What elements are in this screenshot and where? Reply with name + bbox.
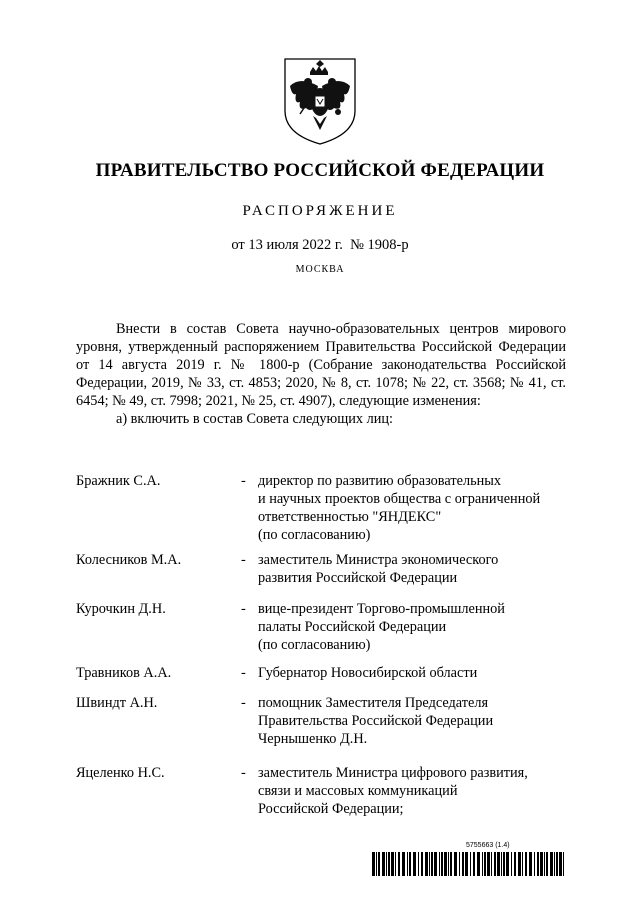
barcode-bar xyxy=(525,852,527,876)
barcode-bar xyxy=(402,852,405,876)
barcode-bar xyxy=(465,852,468,876)
barcode-bar xyxy=(522,852,523,876)
barcode-bar xyxy=(418,852,419,876)
member-position: вице-президент Торгово-промышленной палаты Российской Федерации (по согласованию) xyxy=(258,601,505,653)
barcode-bar xyxy=(391,852,394,876)
barcode-bar xyxy=(388,852,390,876)
barcode-bar xyxy=(450,852,452,876)
barcode-bar xyxy=(491,852,492,876)
barcode-bar xyxy=(441,852,443,876)
barcode-bar xyxy=(429,852,430,876)
barcode-bar xyxy=(459,852,460,876)
member-row xyxy=(76,551,576,600)
barcode-bar xyxy=(425,852,428,876)
barcode-bar xyxy=(413,852,416,876)
member-dash: - xyxy=(241,552,246,568)
member-dash: - xyxy=(241,765,246,781)
barcode-bar xyxy=(537,852,539,876)
member-row xyxy=(76,600,576,664)
member-dash: - xyxy=(241,601,246,617)
barcode xyxy=(372,852,568,876)
barcode-bar xyxy=(398,852,400,876)
member-dash: - xyxy=(241,665,246,681)
barcode-bar xyxy=(556,852,558,876)
document-body xyxy=(76,320,566,428)
member-dash: - xyxy=(241,695,246,711)
barcode-bar xyxy=(487,852,490,876)
member-row xyxy=(76,664,576,694)
member-position: заместитель Министра цифрового развития, связи и массовых коммуникаций Российской Федерации; xyxy=(258,765,528,817)
barcode-bar xyxy=(511,852,512,876)
document-date: от 13 июля 2022 г. xyxy=(231,237,343,253)
coat-of-arms-emblem xyxy=(280,56,360,146)
member-row xyxy=(76,472,576,551)
member-name: Швиндт А.Н. xyxy=(76,695,158,711)
government-title: ПРАВИТЕЛЬСТВО РОССИЙСКОЙ ФЕДЕРАЦИИ xyxy=(95,160,545,181)
barcode-bar xyxy=(409,852,411,876)
member-name: Яцеленко Н.С. xyxy=(76,765,165,781)
members-list xyxy=(76,472,576,818)
barcode-bar xyxy=(546,852,548,876)
document-number: № 1908-р xyxy=(350,237,409,253)
member-name: Курочкин Д.Н. xyxy=(76,601,166,617)
barcode-bar xyxy=(382,852,385,876)
barcode-bar xyxy=(529,852,532,876)
member-position: Губернатор Новосибирской области xyxy=(258,665,478,681)
member-position: директор по развитию образовательных и научных проектов общества с ограниченной ответственностью "ЯНДЕКС" (по согласованию) xyxy=(258,473,541,543)
barcode-bar xyxy=(470,852,471,876)
barcode-bar xyxy=(439,852,440,876)
barcode-bar xyxy=(421,852,423,876)
document-type: РАСПОРЯЖЕНИЕ xyxy=(242,203,398,219)
barcode-bar xyxy=(448,852,449,876)
barcode-bar xyxy=(473,852,475,876)
barcode-bar xyxy=(462,852,464,876)
intro-paragraph: Внести в состав Совета научно-образовательных центров мирового уровня, утвержденный распоряжением Правительства Российской Федерации от 14 августа 2019 г. № 1800-р (Собрание законодательства Российской Федерации, 2019, № 33, ст. 4853; 2020, № 8, ст. 1078; № 22, ст. 3568; № 41, ст. 6454; № 49, ст. 7998; 2021, № 25, ст. 4907), следующие изменения: xyxy=(76,321,566,409)
barcode-bar xyxy=(503,852,505,876)
city-label: МОСКВА xyxy=(295,264,345,275)
member-name: Колесников М.А. xyxy=(76,552,182,568)
barcode-bar xyxy=(550,852,553,876)
barcode-bar xyxy=(544,852,545,876)
barcode-bar xyxy=(563,852,564,876)
barcode-number: 5755663 (1.4) xyxy=(466,842,510,849)
barcode-bar xyxy=(431,852,433,876)
barcode-bar xyxy=(540,852,543,876)
barcode-bar xyxy=(376,852,377,876)
barcode-bar xyxy=(484,852,486,876)
barcode-bar xyxy=(386,852,387,876)
member-row xyxy=(76,694,576,764)
barcode-bar xyxy=(482,852,483,876)
barcode-bar xyxy=(497,852,500,876)
member-dash: - xyxy=(241,473,246,489)
barcode-bar xyxy=(506,852,509,876)
barcode-bar xyxy=(477,852,480,876)
member-name: Травников А.А. xyxy=(76,665,172,681)
barcode-bar xyxy=(559,852,562,876)
barcode-bar xyxy=(501,852,502,876)
item-a: а) включить в состав Совета следующих лиц: xyxy=(116,411,394,427)
barcode-bar xyxy=(514,852,516,876)
member-position: помощник Заместителя Председателя Правительства Российской Федерации Чернышенко Д.Н. xyxy=(258,695,494,747)
barcode-bar xyxy=(494,852,496,876)
barcode-bar xyxy=(395,852,396,876)
barcode-bar xyxy=(534,852,535,876)
member-position: заместитель Министра экономического развития Российской Федерации xyxy=(258,552,499,586)
barcode-bar xyxy=(372,852,375,876)
barcode-bar xyxy=(444,852,447,876)
barcode-bar xyxy=(434,852,437,876)
date-line xyxy=(0,237,640,254)
barcode-bar xyxy=(407,852,408,876)
barcode-bar xyxy=(378,852,380,876)
barcode-bar xyxy=(454,852,457,876)
member-row xyxy=(76,764,576,818)
barcode-bar xyxy=(554,852,555,876)
barcode-bar xyxy=(518,852,521,876)
member-name: Бражник С.А. xyxy=(76,473,161,489)
